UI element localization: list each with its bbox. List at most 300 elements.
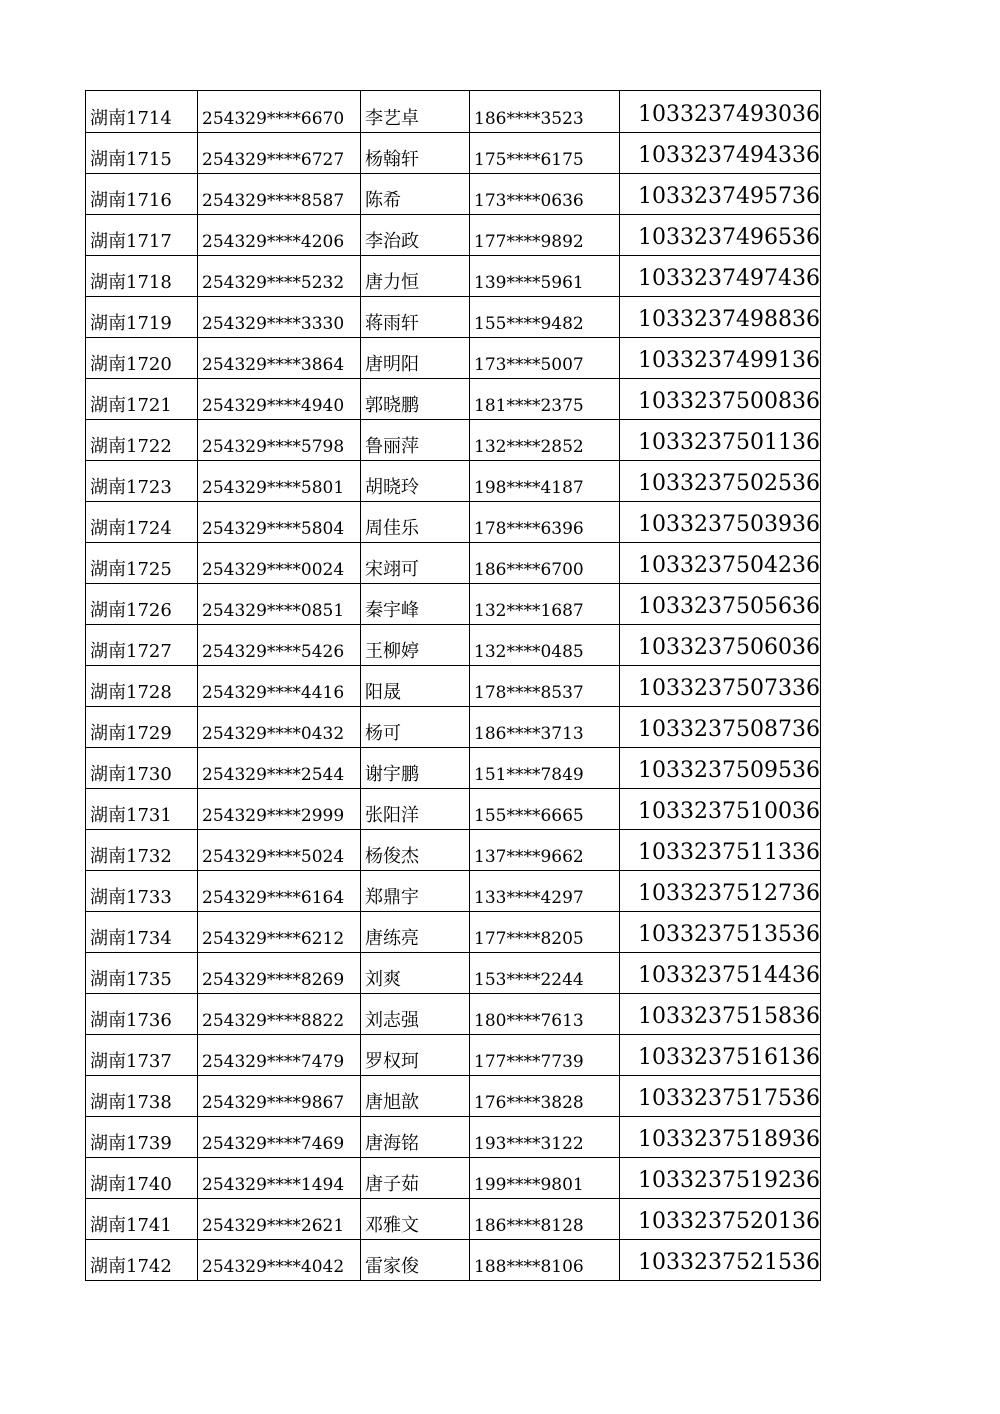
person-name-cell-text: 雷家俊 (365, 1256, 419, 1277)
table-row (86, 666, 821, 707)
code-number-cell-text: 1033237513536 (638, 922, 820, 947)
row-number-cell (86, 420, 198, 461)
id-number-cell-text: 254329****7469 (202, 1134, 345, 1154)
id-number-cell (198, 379, 361, 420)
code-number-cell (620, 707, 821, 748)
row-number-cell (86, 256, 198, 297)
code-number-cell (620, 256, 821, 297)
person-name-cell (361, 502, 470, 543)
person-name-cell (361, 584, 470, 625)
id-number-cell-text: 254329****5024 (202, 847, 345, 867)
person-name-cell (361, 543, 470, 584)
person-name-cell (361, 91, 470, 133)
id-number-cell (198, 953, 361, 994)
table-row (86, 1240, 821, 1281)
code-number-cell (620, 953, 821, 994)
row-number-cell-text: 湖南1738 (90, 1092, 172, 1113)
person-name-cell (361, 215, 470, 256)
person-name-cell (361, 420, 470, 461)
phone-number-cell-text: 193****3122 (474, 1134, 584, 1154)
code-number-cell-text: 1033237506036 (638, 635, 820, 660)
phone-number-cell-text: 155****9482 (474, 314, 584, 334)
row-number-cell (86, 707, 198, 748)
row-number-cell-text: 湖南1721 (90, 395, 172, 416)
id-number-cell (198, 502, 361, 543)
table-row (86, 174, 821, 215)
code-number-cell-text: 1033237503936 (638, 512, 820, 537)
person-name-cell (361, 1240, 470, 1281)
person-name-cell (361, 297, 470, 338)
id-number-cell (198, 748, 361, 789)
phone-number-cell-text: 137****9662 (474, 847, 584, 867)
id-number-cell-text: 254329****8587 (202, 191, 345, 211)
phone-number-cell (470, 1158, 620, 1199)
id-number-cell (198, 174, 361, 215)
person-name-cell (361, 994, 470, 1035)
id-number-cell (198, 91, 361, 133)
phone-number-cell-text: 133****4297 (474, 888, 584, 908)
person-name-cell (361, 133, 470, 174)
person-name-cell (361, 1199, 470, 1240)
code-number-cell-text: 1033237494336 (638, 143, 820, 168)
phone-number-cell (470, 461, 620, 502)
id-number-cell (198, 338, 361, 379)
row-number-cell (86, 215, 198, 256)
person-name-cell-text: 唐子茹 (365, 1174, 419, 1195)
code-number-cell (620, 789, 821, 830)
person-name-cell-text: 杨可 (365, 723, 401, 744)
id-number-cell (198, 215, 361, 256)
row-number-cell-text: 湖南1730 (90, 764, 172, 785)
phone-number-cell-text: 132****1687 (474, 601, 584, 621)
code-number-cell-text: 1033237507336 (638, 676, 820, 701)
person-name-cell (361, 912, 470, 953)
phone-number-cell-text: 198****4187 (474, 478, 584, 498)
id-number-cell (198, 789, 361, 830)
row-number-cell (86, 1076, 198, 1117)
code-number-cell (620, 871, 821, 912)
id-number-cell-text: 254329****3864 (202, 355, 345, 375)
row-number-cell (86, 584, 198, 625)
table-row (86, 953, 821, 994)
code-number-cell (620, 502, 821, 543)
phone-number-cell-text: 173****5007 (474, 355, 584, 375)
phone-number-cell-text: 139****5961 (474, 273, 584, 293)
phone-number-cell (470, 994, 620, 1035)
table-row (86, 379, 821, 420)
id-number-cell-text: 254329****5232 (202, 273, 345, 293)
phone-number-cell (470, 666, 620, 707)
code-number-cell (620, 91, 821, 133)
phone-number-cell-text: 188****8106 (474, 1257, 584, 1277)
id-number-cell (198, 1240, 361, 1281)
code-number-cell (620, 379, 821, 420)
id-number-cell-text: 254329****6212 (202, 929, 345, 949)
person-name-cell-text: 唐练亮 (365, 928, 419, 949)
person-name-cell-text: 刘志强 (365, 1010, 419, 1031)
id-number-cell-text: 254329****6164 (202, 888, 345, 908)
table-row (86, 133, 821, 174)
person-name-cell-text: 李治政 (365, 231, 419, 252)
row-number-cell (86, 543, 198, 584)
phone-number-cell-text: 132****0485 (474, 642, 584, 662)
row-number-cell (86, 297, 198, 338)
id-number-cell (198, 256, 361, 297)
row-number-cell-text: 湖南1742 (90, 1256, 172, 1277)
person-name-cell-text: 张阳洋 (365, 805, 419, 826)
table-row (86, 1199, 821, 1240)
row-number-cell (86, 502, 198, 543)
row-number-cell (86, 830, 198, 871)
id-number-cell (198, 994, 361, 1035)
person-name-cell (361, 1035, 470, 1076)
row-number-cell-text: 湖南1723 (90, 477, 172, 498)
code-number-cell (620, 1076, 821, 1117)
person-name-cell (361, 830, 470, 871)
person-name-cell-text: 宋翊可 (365, 559, 419, 580)
code-number-cell-text: 1033237515836 (638, 1004, 820, 1029)
code-number-cell-text: 1033237496536 (638, 225, 820, 250)
row-number-cell-text: 湖南1731 (90, 805, 172, 826)
phone-number-cell (470, 871, 620, 912)
row-number-cell (86, 174, 198, 215)
phone-number-cell-text: 177****8205 (474, 929, 584, 949)
phone-number-cell (470, 256, 620, 297)
id-number-cell-text: 254329****4206 (202, 232, 345, 252)
row-number-cell (86, 379, 198, 420)
row-number-cell-text: 湖南1724 (90, 518, 172, 539)
phone-number-cell-text: 151****7849 (474, 765, 584, 785)
id-number-cell-text: 254329****2544 (202, 765, 345, 785)
phone-number-cell (470, 1076, 620, 1117)
id-number-cell (198, 584, 361, 625)
row-number-cell (86, 133, 198, 174)
code-number-cell (620, 1199, 821, 1240)
row-number-cell (86, 666, 198, 707)
phone-number-cell-text: 186****3523 (474, 109, 584, 129)
person-name-cell (361, 871, 470, 912)
roster-table (85, 90, 821, 1281)
code-number-cell (620, 1158, 821, 1199)
id-number-cell (198, 133, 361, 174)
id-number-cell-text: 254329****6727 (202, 150, 345, 170)
code-number-cell (620, 543, 821, 584)
code-number-cell-text: 1033237502536 (638, 471, 820, 496)
code-number-cell (620, 625, 821, 666)
id-number-cell-text: 254329****2999 (202, 806, 345, 826)
code-number-cell (620, 420, 821, 461)
table-row (86, 1076, 821, 1117)
row-number-cell (86, 871, 198, 912)
id-number-cell (198, 1117, 361, 1158)
code-number-cell (620, 666, 821, 707)
code-number-cell (620, 215, 821, 256)
phone-number-cell-text: 177****7739 (474, 1052, 584, 1072)
code-number-cell (620, 1240, 821, 1281)
row-number-cell-text: 湖南1740 (90, 1174, 172, 1195)
row-number-cell-text: 湖南1718 (90, 272, 172, 293)
person-name-cell (361, 256, 470, 297)
person-name-cell-text: 邓雅文 (365, 1215, 419, 1236)
phone-number-cell (470, 379, 620, 420)
person-name-cell-text: 王柳婷 (365, 641, 419, 662)
id-number-cell-text: 254329****2621 (202, 1216, 345, 1236)
person-name-cell-text: 陈希 (365, 190, 401, 211)
id-number-cell (198, 1076, 361, 1117)
code-number-cell-text: 1033237505636 (638, 594, 820, 619)
row-number-cell-text: 湖南1725 (90, 559, 172, 580)
id-number-cell-text: 254329****6670 (202, 109, 345, 129)
code-number-cell (620, 748, 821, 789)
id-number-cell-text: 254329****0851 (202, 601, 345, 621)
phone-number-cell-text: 180****7613 (474, 1011, 584, 1031)
row-number-cell-text: 湖南1733 (90, 887, 172, 908)
row-number-cell (86, 1199, 198, 1240)
person-name-cell-text: 周佳乐 (365, 518, 419, 539)
code-number-cell (620, 830, 821, 871)
row-number-cell (86, 338, 198, 379)
person-name-cell (361, 1117, 470, 1158)
id-number-cell-text: 254329****1494 (202, 1175, 345, 1195)
phone-number-cell-text: 178****6396 (474, 519, 584, 539)
row-number-cell (86, 1117, 198, 1158)
row-number-cell-text: 湖南1722 (90, 436, 172, 457)
person-name-cell (361, 338, 470, 379)
phone-number-cell (470, 1199, 620, 1240)
phone-number-cell (470, 1035, 620, 1076)
code-number-cell-text: 1033237508736 (638, 717, 820, 742)
phone-number-cell (470, 91, 620, 133)
table-row (86, 871, 821, 912)
code-number-cell-text: 1033237509536 (638, 758, 820, 783)
code-number-cell-text: 1033237519236 (638, 1168, 820, 1193)
phone-number-cell-text: 176****3828 (474, 1093, 584, 1113)
phone-number-cell (470, 420, 620, 461)
table-row (86, 1035, 821, 1076)
code-number-cell-text: 1033237516136 (638, 1045, 820, 1070)
table-row (86, 420, 821, 461)
row-number-cell (86, 1240, 198, 1281)
id-number-cell (198, 707, 361, 748)
code-number-cell-text: 1033237497436 (638, 266, 820, 291)
phone-number-cell (470, 584, 620, 625)
row-number-cell (86, 789, 198, 830)
table-row (86, 502, 821, 543)
code-number-cell (620, 297, 821, 338)
person-name-cell-text: 李艺卓 (365, 108, 419, 129)
table-row (86, 748, 821, 789)
code-number-cell-text: 1033237511336 (638, 840, 820, 865)
code-number-cell (620, 461, 821, 502)
code-number-cell-text: 1033237504236 (638, 553, 820, 578)
person-name-cell-text: 蒋雨轩 (365, 313, 419, 334)
row-number-cell-text: 湖南1717 (90, 231, 172, 252)
code-number-cell-text: 1033237510036 (638, 799, 820, 824)
person-name-cell-text: 唐海铭 (365, 1133, 419, 1154)
phone-number-cell (470, 543, 620, 584)
id-number-cell-text: 254329****8822 (202, 1011, 345, 1031)
phone-number-cell (470, 502, 620, 543)
code-number-cell-text: 1033237520136 (638, 1209, 820, 1234)
id-number-cell-text: 254329****5798 (202, 437, 345, 457)
person-name-cell (361, 1076, 470, 1117)
code-number-cell-text: 1033237498836 (638, 307, 820, 332)
person-name-cell (361, 666, 470, 707)
code-number-cell-text: 1033237501136 (638, 430, 820, 455)
id-number-cell (198, 1035, 361, 1076)
row-number-cell-text: 湖南1736 (90, 1010, 172, 1031)
person-name-cell (361, 789, 470, 830)
row-number-cell-text: 湖南1741 (90, 1215, 172, 1236)
row-number-cell (86, 625, 198, 666)
person-name-cell (361, 379, 470, 420)
person-name-cell-text: 阳晟 (365, 682, 401, 703)
table-row (86, 1117, 821, 1158)
id-number-cell (198, 625, 361, 666)
table-row (86, 584, 821, 625)
phone-number-cell (470, 625, 620, 666)
row-number-cell-text: 湖南1728 (90, 682, 172, 703)
code-number-cell-text: 1033237495736 (638, 184, 820, 209)
id-number-cell-text: 254329****4042 (202, 1257, 345, 1277)
code-number-cell-text: 1033237518936 (638, 1127, 820, 1152)
row-number-cell-text: 湖南1732 (90, 846, 172, 867)
person-name-cell-text: 郭晓鹏 (365, 395, 419, 416)
person-name-cell-text: 唐明阳 (365, 354, 419, 375)
code-number-cell-text: 1033237493036 (638, 102, 820, 127)
id-number-cell (198, 297, 361, 338)
id-number-cell (198, 1158, 361, 1199)
code-number-cell (620, 1117, 821, 1158)
row-number-cell-text: 湖南1734 (90, 928, 172, 949)
id-number-cell-text: 254329****0024 (202, 560, 345, 580)
code-number-cell (620, 994, 821, 1035)
id-number-cell-text: 254329****4940 (202, 396, 345, 416)
table-row (86, 297, 821, 338)
phone-number-cell (470, 953, 620, 994)
phone-number-cell-text: 186****3713 (474, 724, 584, 744)
code-number-cell-text: 1033237499136 (638, 348, 820, 373)
row-number-cell-text: 湖南1735 (90, 969, 172, 990)
id-number-cell (198, 1199, 361, 1240)
table-row (86, 994, 821, 1035)
person-name-cell-text: 杨翰轩 (365, 149, 419, 170)
table-row (86, 91, 821, 133)
phone-number-cell (470, 748, 620, 789)
row-number-cell (86, 1035, 198, 1076)
row-number-cell (86, 912, 198, 953)
person-name-cell-text: 郑鼎宇 (365, 887, 419, 908)
phone-number-cell-text: 177****9892 (474, 232, 584, 252)
id-number-cell-text: 254329****0432 (202, 724, 345, 744)
phone-number-cell (470, 297, 620, 338)
phone-number-cell (470, 215, 620, 256)
person-name-cell-text: 杨俊杰 (365, 846, 419, 867)
code-number-cell-text: 1033237512736 (638, 881, 820, 906)
id-number-cell-text: 254329****5804 (202, 519, 345, 539)
phone-number-cell (470, 789, 620, 830)
row-number-cell-text: 湖南1714 (90, 108, 172, 129)
row-number-cell-text: 湖南1719 (90, 313, 172, 334)
row-number-cell-text: 湖南1716 (90, 190, 172, 211)
person-name-cell-text: 唐旭歆 (365, 1092, 419, 1113)
id-number-cell-text: 254329****9867 (202, 1093, 345, 1113)
person-name-cell-text: 刘爽 (365, 969, 401, 990)
person-name-cell (361, 748, 470, 789)
row-number-cell (86, 91, 198, 133)
phone-number-cell-text: 153****2244 (474, 970, 584, 990)
code-number-cell (620, 1035, 821, 1076)
row-number-cell-text: 湖南1739 (90, 1133, 172, 1154)
id-number-cell-text: 254329****4416 (202, 683, 345, 703)
phone-number-cell-text: 132****2852 (474, 437, 584, 457)
phone-number-cell-text: 186****6700 (474, 560, 584, 580)
phone-number-cell (470, 707, 620, 748)
person-name-cell (361, 625, 470, 666)
row-number-cell-text: 湖南1720 (90, 354, 172, 375)
row-number-cell-text: 湖南1726 (90, 600, 172, 621)
id-number-cell-text: 254329****3330 (202, 314, 345, 334)
row-number-cell (86, 994, 198, 1035)
table-row (86, 215, 821, 256)
code-number-cell-text: 1033237517536 (638, 1086, 820, 1111)
table-row (86, 789, 821, 830)
row-number-cell-text: 湖南1727 (90, 641, 172, 662)
id-number-cell-text: 254329****7479 (202, 1052, 345, 1072)
table-row (86, 625, 821, 666)
row-number-cell (86, 461, 198, 502)
table-row (86, 707, 821, 748)
person-name-cell-text: 鲁丽萍 (365, 436, 419, 457)
id-number-cell-text: 254329****5801 (202, 478, 345, 498)
id-number-cell-text: 254329****8269 (202, 970, 345, 990)
code-number-cell (620, 133, 821, 174)
row-number-cell-text: 湖南1715 (90, 149, 172, 170)
table-row (86, 1158, 821, 1199)
table-row (86, 338, 821, 379)
person-name-cell-text: 唐力恒 (365, 272, 419, 293)
code-number-cell-text: 1033237521536 (638, 1250, 820, 1275)
id-number-cell-text: 254329****5426 (202, 642, 345, 662)
phone-number-cell (470, 1240, 620, 1281)
code-number-cell (620, 174, 821, 215)
person-name-cell-text: 谢宇鹏 (365, 764, 419, 785)
phone-number-cell-text: 178****8537 (474, 683, 584, 703)
id-number-cell (198, 871, 361, 912)
id-number-cell (198, 461, 361, 502)
person-name-cell (361, 461, 470, 502)
id-number-cell (198, 543, 361, 584)
table-row (86, 830, 821, 871)
phone-number-cell (470, 174, 620, 215)
phone-number-cell-text: 173****0636 (474, 191, 584, 211)
phone-number-cell (470, 133, 620, 174)
person-name-cell (361, 953, 470, 994)
code-number-cell-text: 1033237514436 (638, 963, 820, 988)
row-number-cell (86, 1158, 198, 1199)
table-row (86, 256, 821, 297)
phone-number-cell-text: 155****6665 (474, 806, 584, 826)
row-number-cell-text: 湖南1737 (90, 1051, 172, 1072)
phone-number-cell-text: 199****9801 (474, 1175, 584, 1195)
table-row (86, 543, 821, 584)
phone-number-cell (470, 830, 620, 871)
row-number-cell-text: 湖南1729 (90, 723, 172, 744)
id-number-cell (198, 830, 361, 871)
code-number-cell (620, 912, 821, 953)
code-number-cell (620, 584, 821, 625)
person-name-cell-text: 秦宇峰 (365, 600, 419, 621)
